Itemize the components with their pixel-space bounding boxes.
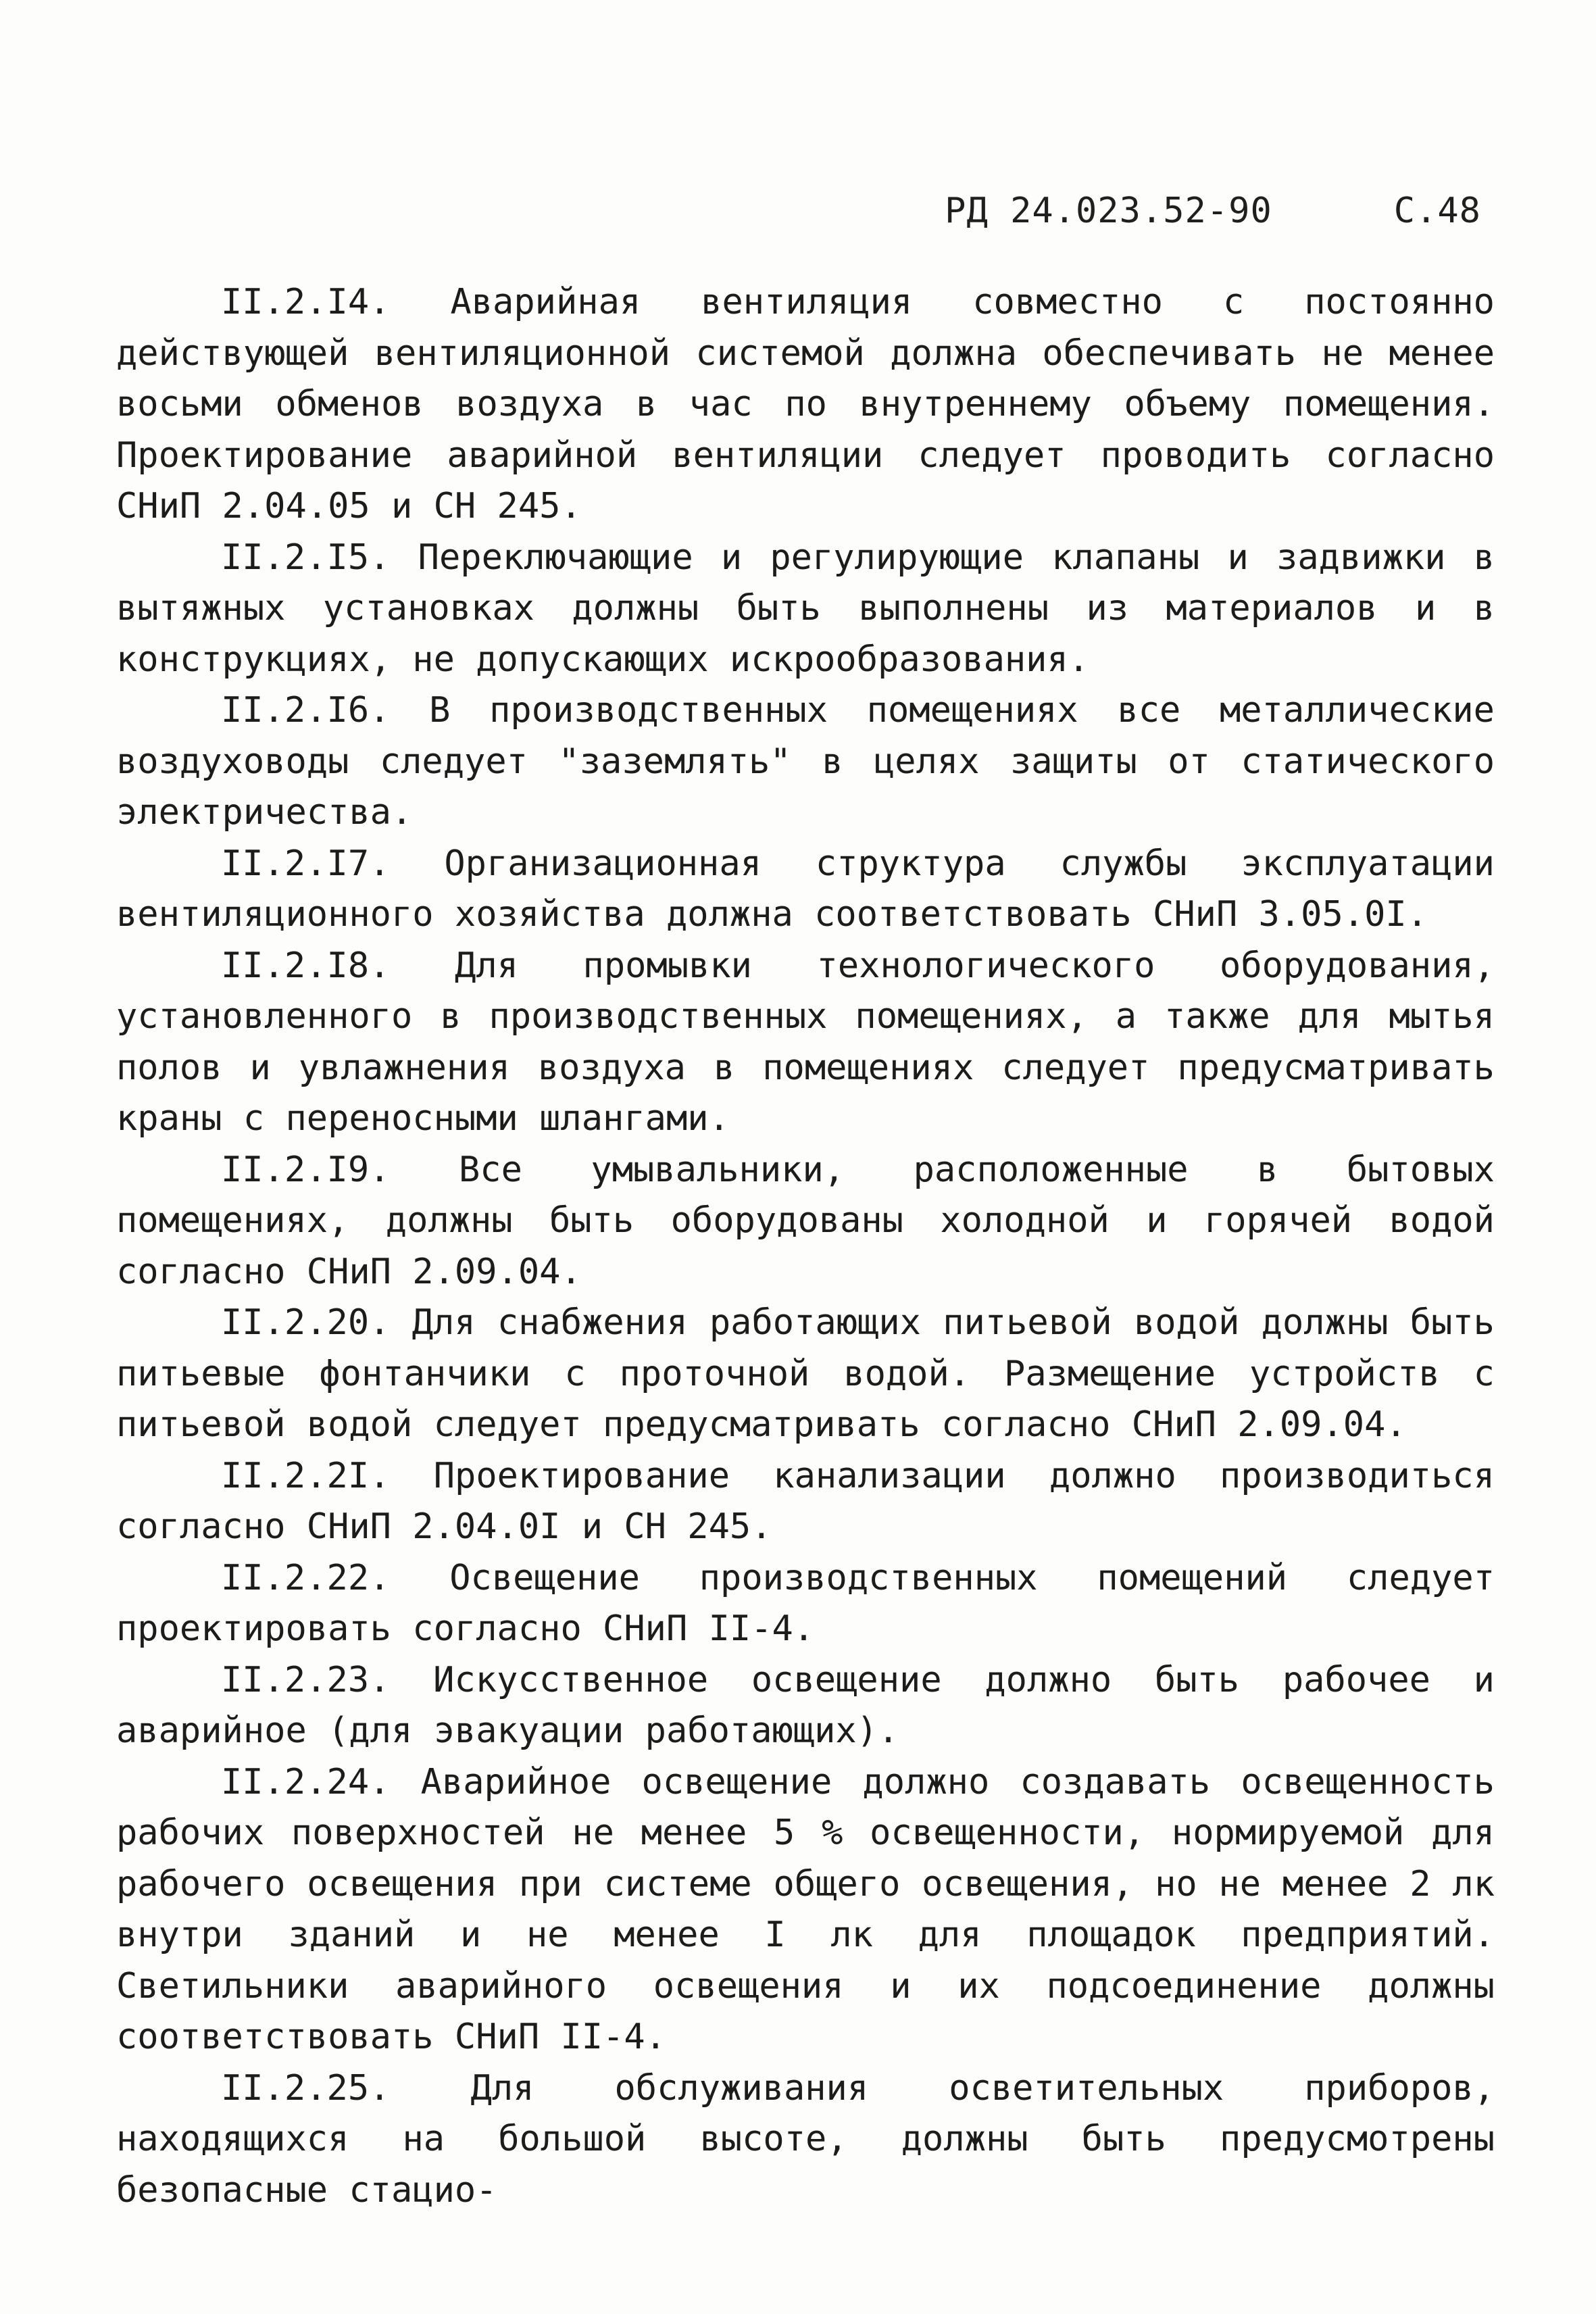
paragraph-11-2-22 [116,1553,1495,1655]
paragraph-number: II.2.I8. [221,945,391,986]
paragraph-text: Для обслуживания осветительных приборов, находящихся на большой высоте, должны быть предусмотрены безопасные стацио- [116,2067,1495,2211]
paragraph-11-2-17 [116,839,1495,941]
paragraph-text: Аварийное освещение должно создавать освещенность рабочих поверхностей не менее 5 % освещенности, нормируемой для рабочего освещения при системе общего освещения, но не менее 2 лк внутри зданий и не менее I лк для площадок предприятий. Светильники аварийного освещения и их подсоединение должны соответствовать СНиП II-4. [116,1761,1495,2057]
paragraph-number: II.2.I6. [221,690,391,731]
paragraph-text: Для снабжения работающих питьевой водой должны быть питьевые фонтанчики с проточной водой. Размещение устройств с питьевой водой следует предусматривать согласно СНиП 2.09.04. [116,1302,1495,1445]
page-header [945,191,1481,231]
document-body [116,277,1495,2216]
paragraph-11-2-20 [116,1298,1495,1451]
paragraph-text: Переключающие и регулирующие клапаны и задвижки в вытяжных установках должны быть выполнены из материалов и в конструкциях, не допускающих искрообразования. [116,537,1495,680]
paragraph-number: II.2.23. [221,1659,391,1700]
paragraph-text: Освещение производственных помещений следует проектировать согласно СНиП II-4. [116,1557,1495,1649]
paragraph-11-2-16 [116,685,1495,839]
paragraph-text: Проектирование канализации должно производиться согласно СНиП 2.04.0I и СН 245. [116,1455,1495,1547]
paragraph-11-2-24 [116,1757,1495,2063]
paragraph-number: II.2.I4. [221,282,391,322]
paragraph-11-2-19 [116,1145,1495,1298]
paragraph-11-2-18 [116,941,1495,1145]
paragraph-number: II.2.25. [221,2067,391,2109]
paragraph-text: Организационная структура службы эксплуатации вентиляционного хозяйства должна соответствовать СНиП 3.05.0I. [116,843,1495,935]
paragraph-text: Искусственное освещение должно быть рабочее и аварийное (для эвакуации работающих). [116,1659,1495,1751]
paragraph-text: Для промывки технологического оборудования, установленного в производственных помещениях, а также для мытья полов и увлажнения воздуха в помещениях следует предусматривать краны с переносными шлангами. [116,945,1495,1139]
paragraph-text: Аварийная вентиляция совместно с постоянно действующей вентиляционной системой должна обеспечивать не менее восьми обменов воздуха в час по внутреннему объему помещения. Проектирование аварийной вентиляции следует проводить согласно СНиП 2.04.05 и СН 245. [116,282,1495,526]
paragraph-number: II.2.I5. [221,537,391,578]
paragraph-11-2-14 [116,277,1495,533]
paragraph-11-2-21 [116,1451,1495,1553]
paragraph-number: II.2.I7. [221,843,391,884]
page-number: С.48 [1393,191,1481,231]
document-code: РД 24.023.52-90 [945,191,1272,231]
paragraph-number: II.2.22. [221,1557,391,1598]
paragraph-11-2-23 [116,1655,1495,1757]
paragraph-11-2-25 [116,2063,1495,2217]
paragraph-number: II.2.20. [221,1302,391,1343]
paragraph-text: Все умывальники, расположенные в бытовых помещениях, должны быть оборудованы холодной и горячей водой согласно СНиП 2.09.04. [116,1149,1495,1292]
paragraph-number: II.2.2I. [221,1455,391,1496]
paragraph-number: II.2.24. [221,1761,391,1802]
paragraph-text: В производственных помещениях все металлические воздуховоды следует "заземлять" в целях защиты от статического электричества. [116,690,1495,833]
paragraph-11-2-15 [116,533,1495,686]
paragraph-number: II.2.I9. [221,1149,391,1190]
